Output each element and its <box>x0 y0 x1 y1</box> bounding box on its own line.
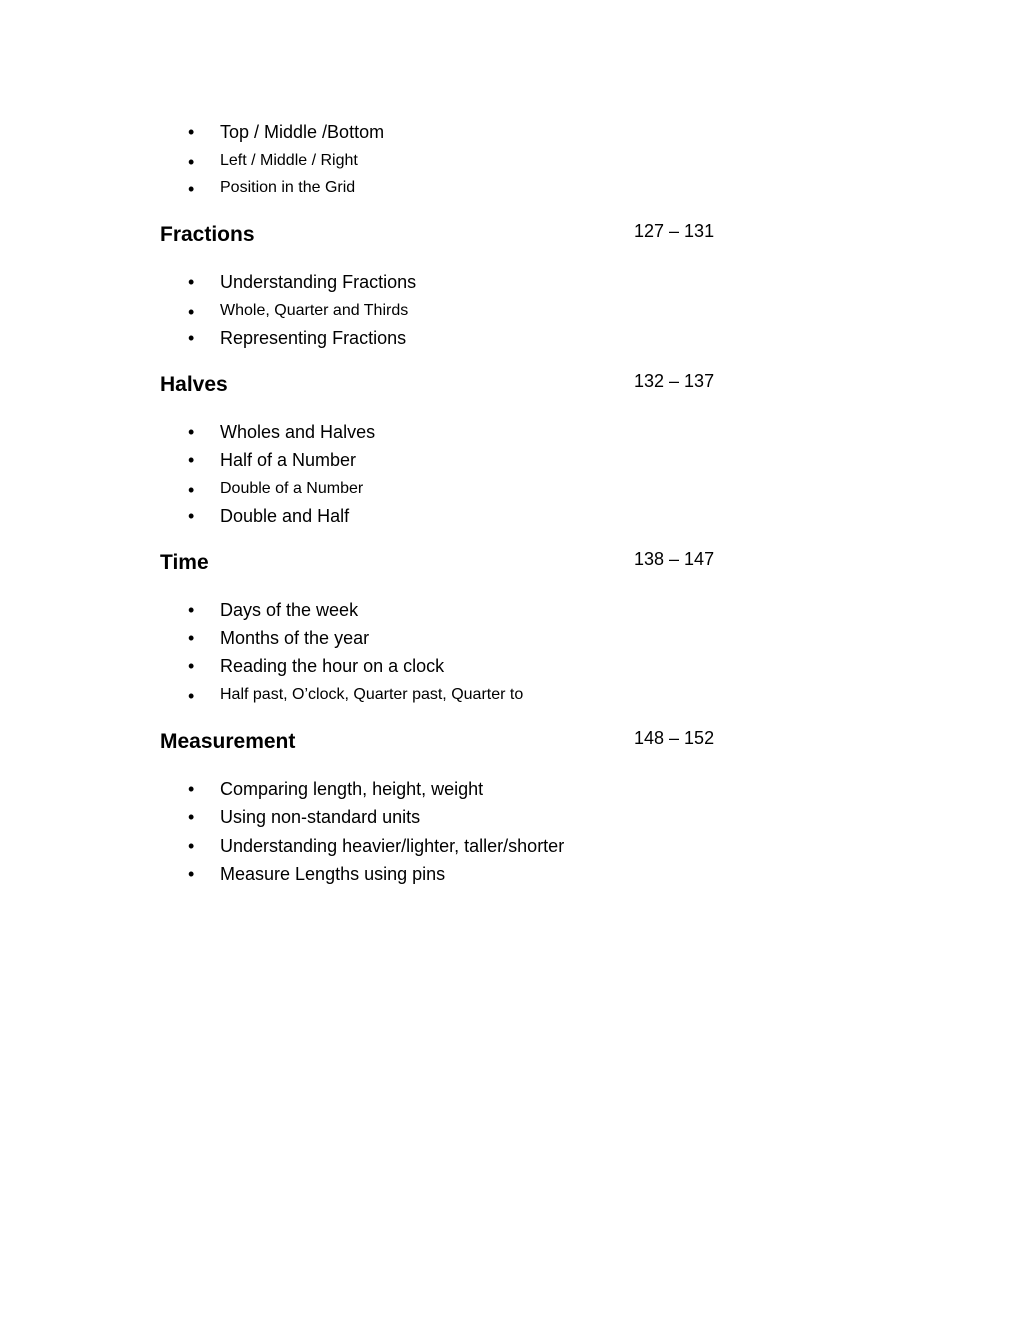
section-header <box>0 373 1024 403</box>
list-item-text: Half past, O’clock, Quarter past, Quarter to <box>220 686 524 703</box>
bullet-marker: • <box>188 600 195 620</box>
bullet-marker: • <box>188 272 195 292</box>
bullet-marker: • <box>188 179 195 199</box>
list-item-text: Half of a Number <box>220 450 357 470</box>
bullet-marker: • <box>188 152 195 172</box>
bullet-marker: • <box>188 807 195 827</box>
bullet-marker: • <box>188 656 195 676</box>
section-header <box>0 223 1024 253</box>
bullet-marker: • <box>188 450 195 470</box>
list-item-text: Representing Fractions <box>220 328 407 348</box>
bullet-marker: • <box>188 686 195 706</box>
section-page-range: 132 – 137 <box>634 371 715 391</box>
section-title: Time <box>160 551 209 574</box>
bullet-marker: • <box>188 422 195 442</box>
list-item-text: Left / Middle / Right <box>220 152 358 169</box>
list-item-text: Using non-standard units <box>220 807 421 827</box>
section-page-range: 138 – 147 <box>634 549 715 569</box>
bullet-marker: • <box>188 779 195 799</box>
section-header <box>0 551 1024 581</box>
section-header <box>0 730 1024 760</box>
list-item-text: Days of the week <box>220 600 359 620</box>
bullet-marker: • <box>188 836 195 856</box>
bullet-marker: • <box>188 480 195 500</box>
section-page-range: 148 – 152 <box>634 728 715 748</box>
bullet-marker: • <box>188 302 195 322</box>
list-item-text: Comparing length, height, weight <box>220 779 484 799</box>
bullet-marker: • <box>188 506 195 526</box>
bullet-marker: • <box>188 122 195 142</box>
list-item-text: Position in the Grid <box>220 179 356 196</box>
list-item-text: Wholes and Halves <box>220 422 376 442</box>
bullet-marker: • <box>188 328 195 348</box>
list-item-text: Reading the hour on a clock <box>220 656 445 676</box>
list-item-text: Understanding Fractions <box>220 272 417 292</box>
list-item-text: Understanding heavier/lighter, taller/shorter <box>220 836 565 856</box>
section-measurement <box>0 728 1024 884</box>
section-title: Fractions <box>160 223 255 246</box>
list-item-text: Double of a Number <box>220 480 364 497</box>
section-title: Measurement <box>160 730 296 753</box>
bullet-marker: • <box>188 864 195 884</box>
section-title: Halves <box>160 373 228 396</box>
section-fractions <box>0 221 1024 348</box>
list-item-text: Whole, Quarter and Thirds <box>220 302 409 319</box>
list-item-text: Months of the year <box>220 628 370 648</box>
section-time <box>0 549 1024 706</box>
section-halves <box>0 371 1024 526</box>
list-item-text: Top / Middle /Bottom <box>220 122 385 142</box>
list-item-text: Double and Half <box>220 506 350 526</box>
list-item-text: Measure Lengths using pins <box>220 864 446 884</box>
bullet-marker: • <box>188 628 195 648</box>
section-page-range: 127 – 131 <box>634 221 715 241</box>
